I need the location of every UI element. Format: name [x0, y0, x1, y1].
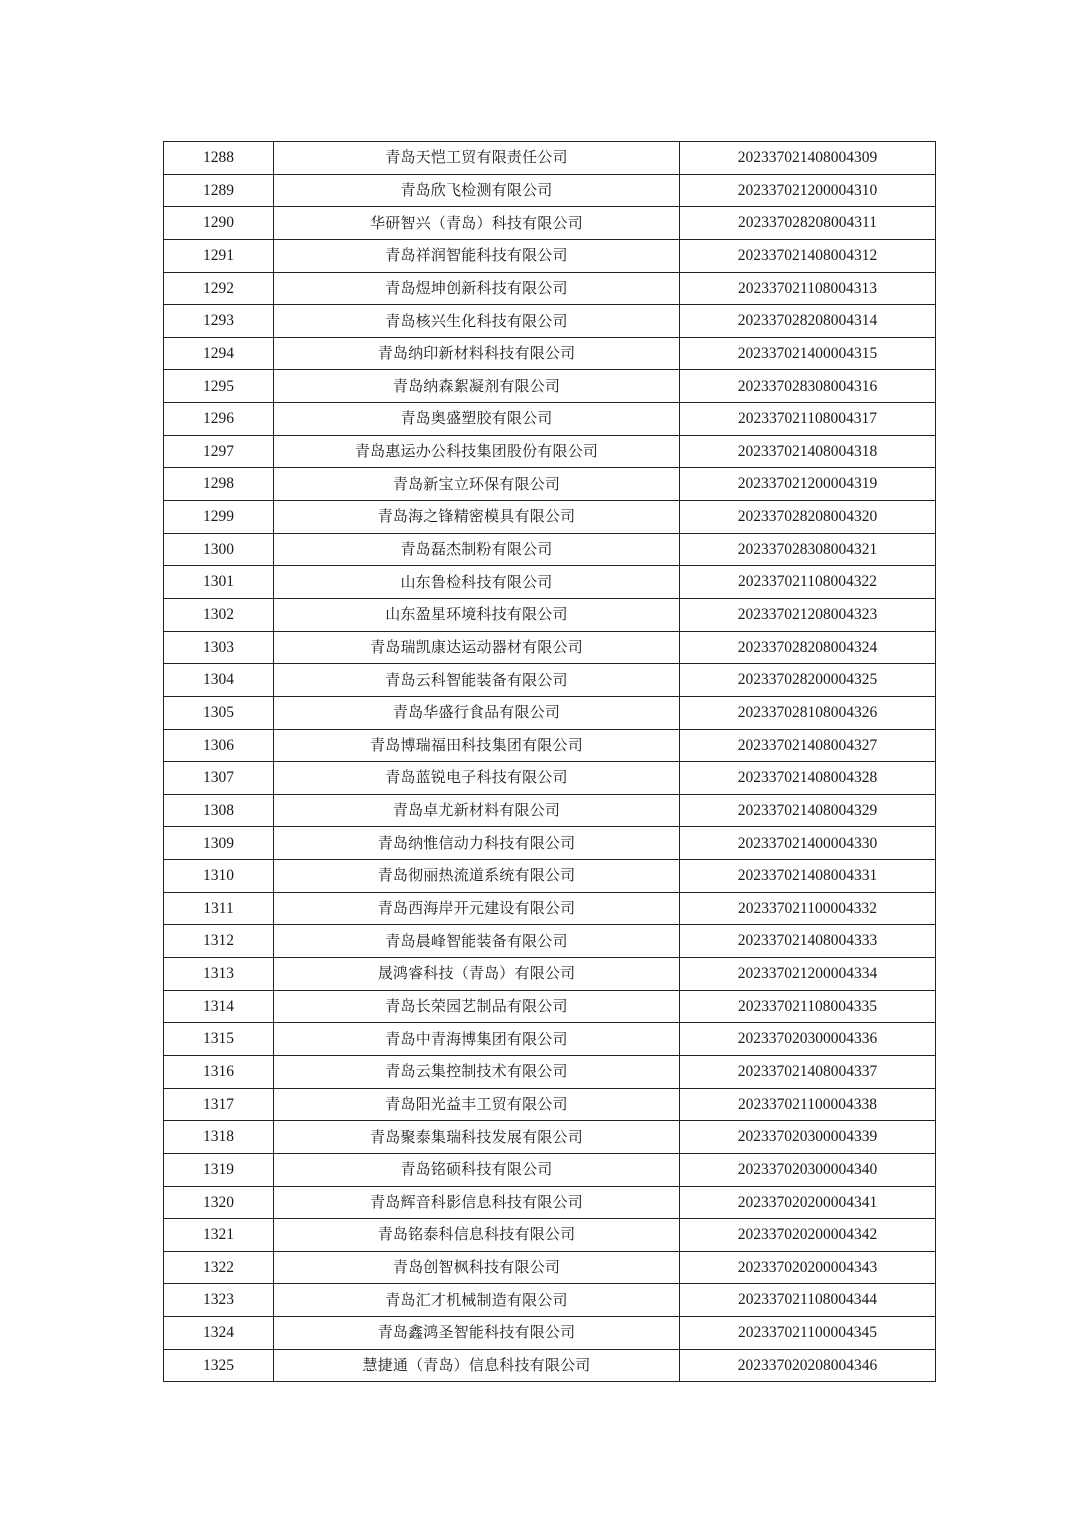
- table-row: [164, 958, 936, 991]
- company-name-cell: 青岛长荣园艺制品有限公司: [274, 990, 680, 1023]
- registration-code-cell: 202337021108004335: [680, 990, 936, 1023]
- row-number-cell: 1313: [164, 958, 274, 991]
- table-row: [164, 403, 936, 436]
- registration-code-cell: 202337021200004310: [680, 174, 936, 207]
- row-number-cell: 1296: [164, 403, 274, 436]
- company-name-cell: 青岛晨峰智能装备有限公司: [274, 925, 680, 958]
- row-number-cell: 1309: [164, 827, 274, 860]
- registration-code-cell: 202337020300004336: [680, 1023, 936, 1056]
- company-name-cell: 青岛天恺工贸有限责任公司: [274, 142, 680, 175]
- table-row: [164, 174, 936, 207]
- company-name-cell: 青岛阳光益丰工贸有限公司: [274, 1088, 680, 1121]
- company-name-cell: 青岛铭泰科信息科技有限公司: [274, 1219, 680, 1252]
- company-name-cell: 慧捷通（青岛）信息科技有限公司: [274, 1349, 680, 1382]
- row-number-cell: 1312: [164, 925, 274, 958]
- company-name-cell: 青岛彻丽热流道系统有限公司: [274, 860, 680, 893]
- registration-code-cell: 202337021108004322: [680, 566, 936, 599]
- company-name-cell: 山东鲁检科技有限公司: [274, 566, 680, 599]
- row-number-cell: 1322: [164, 1251, 274, 1284]
- table-row: [164, 598, 936, 631]
- table-row: [164, 794, 936, 827]
- registration-code-cell: 202337028208004320: [680, 501, 936, 534]
- registration-code-cell: 202337021408004337: [680, 1055, 936, 1088]
- table-row: [164, 925, 936, 958]
- table-row: [164, 860, 936, 893]
- registration-code-cell: 202337021100004345: [680, 1317, 936, 1350]
- row-number-cell: 1301: [164, 566, 274, 599]
- company-name-cell: 青岛汇才机械制造有限公司: [274, 1284, 680, 1317]
- table-row: [164, 1284, 936, 1317]
- table-row: [164, 1121, 936, 1154]
- registration-code-cell: 202337021408004331: [680, 860, 936, 893]
- row-number-cell: 1293: [164, 305, 274, 338]
- row-number-cell: 1318: [164, 1121, 274, 1154]
- table-row: [164, 664, 936, 697]
- company-name-cell: 青岛瑞凯康达运动器材有限公司: [274, 631, 680, 664]
- table-row: [164, 207, 936, 240]
- registration-code-cell: 202337021100004332: [680, 892, 936, 925]
- row-number-cell: 1294: [164, 337, 274, 370]
- company-name-cell: 青岛核兴生化科技有限公司: [274, 305, 680, 338]
- table-row: [164, 1251, 936, 1284]
- table-row: [164, 370, 936, 403]
- row-number-cell: 1303: [164, 631, 274, 664]
- row-number-cell: 1288: [164, 142, 274, 175]
- row-number-cell: 1307: [164, 762, 274, 795]
- row-number-cell: 1304: [164, 664, 274, 697]
- registration-code-cell: 202337021408004328: [680, 762, 936, 795]
- registration-code-cell: 202337021408004329: [680, 794, 936, 827]
- company-name-cell: 青岛奥盛塑胶有限公司: [274, 403, 680, 436]
- company-name-cell: 青岛海之锋精密模具有限公司: [274, 501, 680, 534]
- row-number-cell: 1317: [164, 1088, 274, 1121]
- row-number-cell: 1306: [164, 729, 274, 762]
- company-name-cell: 青岛纳惟信动力科技有限公司: [274, 827, 680, 860]
- registration-code-cell: 202337028208004311: [680, 207, 936, 240]
- company-name-cell: 青岛云科智能装备有限公司: [274, 664, 680, 697]
- table-row: [164, 1023, 936, 1056]
- row-number-cell: 1310: [164, 860, 274, 893]
- row-number-cell: 1316: [164, 1055, 274, 1088]
- company-name-cell: 青岛辉音科影信息科技有限公司: [274, 1186, 680, 1219]
- table-row: [164, 142, 936, 175]
- registration-code-cell: 202337020300004340: [680, 1153, 936, 1186]
- registration-code-cell: 202337028200004325: [680, 664, 936, 697]
- table-row: [164, 272, 936, 305]
- registration-code-cell: 202337020208004346: [680, 1349, 936, 1382]
- table-body: [164, 142, 936, 1382]
- company-name-cell: 华研智兴（青岛）科技有限公司: [274, 207, 680, 240]
- table-row: [164, 468, 936, 501]
- table-row: [164, 501, 936, 534]
- registration-code-cell: 202337021100004338: [680, 1088, 936, 1121]
- company-name-cell: 青岛华盛行食品有限公司: [274, 696, 680, 729]
- company-name-cell: 青岛纳森絮凝剂有限公司: [274, 370, 680, 403]
- table-row: [164, 533, 936, 566]
- registration-code-cell: 202337028108004326: [680, 696, 936, 729]
- row-number-cell: 1323: [164, 1284, 274, 1317]
- company-name-cell: 青岛鑫鸿圣智能科技有限公司: [274, 1317, 680, 1350]
- row-number-cell: 1319: [164, 1153, 274, 1186]
- row-number-cell: 1299: [164, 501, 274, 534]
- row-number-cell: 1321: [164, 1219, 274, 1252]
- registration-code-cell: 202337020200004341: [680, 1186, 936, 1219]
- row-number-cell: 1305: [164, 696, 274, 729]
- row-number-cell: 1290: [164, 207, 274, 240]
- row-number-cell: 1289: [164, 174, 274, 207]
- table-row: [164, 337, 936, 370]
- row-number-cell: 1292: [164, 272, 274, 305]
- registration-code-cell: 202337020200004343: [680, 1251, 936, 1284]
- registration-code-cell: 202337021408004312: [680, 239, 936, 272]
- registration-code-cell: 202337021108004313: [680, 272, 936, 305]
- registration-code-cell: 202337021200004334: [680, 958, 936, 991]
- table-row: [164, 1349, 936, 1382]
- registration-code-cell: 202337021400004315: [680, 337, 936, 370]
- registration-code-cell: 202337020300004339: [680, 1121, 936, 1154]
- company-name-cell: 青岛煜坤创新科技有限公司: [274, 272, 680, 305]
- company-name-cell: 青岛云集控制技术有限公司: [274, 1055, 680, 1088]
- table-row: [164, 892, 936, 925]
- table-row: [164, 566, 936, 599]
- table-row: [164, 1219, 936, 1252]
- registration-code-cell: 202337021108004344: [680, 1284, 936, 1317]
- row-number-cell: 1320: [164, 1186, 274, 1219]
- row-number-cell: 1302: [164, 598, 274, 631]
- registration-code-cell: 202337021408004327: [680, 729, 936, 762]
- company-name-cell: 青岛聚泰集瑞科技发展有限公司: [274, 1121, 680, 1154]
- table-row: [164, 1186, 936, 1219]
- table-row: [164, 990, 936, 1023]
- table-row: [164, 729, 936, 762]
- row-number-cell: 1291: [164, 239, 274, 272]
- table-row: [164, 239, 936, 272]
- registration-code-cell: 202337021400004330: [680, 827, 936, 860]
- table-row: [164, 305, 936, 338]
- company-name-cell: 青岛纳印新材料科技有限公司: [274, 337, 680, 370]
- registration-code-cell: 202337021108004317: [680, 403, 936, 436]
- company-name-cell: 青岛蓝锐电子科技有限公司: [274, 762, 680, 795]
- company-name-cell: 青岛铭硕科技有限公司: [274, 1153, 680, 1186]
- company-name-cell: 青岛惠运办公科技集团股份有限公司: [274, 435, 680, 468]
- registration-code-cell: 202337021200004319: [680, 468, 936, 501]
- row-number-cell: 1324: [164, 1317, 274, 1350]
- row-number-cell: 1298: [164, 468, 274, 501]
- company-name-cell: 青岛欣飞检测有限公司: [274, 174, 680, 207]
- registration-code-cell: 202337028308004316: [680, 370, 936, 403]
- registration-code-cell: 202337028308004321: [680, 533, 936, 566]
- company-name-cell: 晟鸿睿科技（青岛）有限公司: [274, 958, 680, 991]
- registration-code-cell: 202337020200004342: [680, 1219, 936, 1252]
- row-number-cell: 1300: [164, 533, 274, 566]
- company-name-cell: 青岛卓尤新材料有限公司: [274, 794, 680, 827]
- registration-code-cell: 202337021208004323: [680, 598, 936, 631]
- row-number-cell: 1308: [164, 794, 274, 827]
- table-row: [164, 1153, 936, 1186]
- company-name-cell: 青岛博瑞福田科技集团有限公司: [274, 729, 680, 762]
- registration-code-cell: 202337028208004314: [680, 305, 936, 338]
- company-name-cell: 青岛祥润智能科技有限公司: [274, 239, 680, 272]
- table-row: [164, 827, 936, 860]
- company-name-cell: 青岛新宝立环保有限公司: [274, 468, 680, 501]
- table-row: [164, 1088, 936, 1121]
- company-name-cell: 山东盈星环境科技有限公司: [274, 598, 680, 631]
- company-name-cell: 青岛中青海博集团有限公司: [274, 1023, 680, 1056]
- row-number-cell: 1297: [164, 435, 274, 468]
- row-number-cell: 1314: [164, 990, 274, 1023]
- table-row: [164, 435, 936, 468]
- registration-code-cell: 202337028208004324: [680, 631, 936, 664]
- company-name-cell: 青岛创智枫科技有限公司: [274, 1251, 680, 1284]
- registration-code-cell: 202337021408004309: [680, 142, 936, 175]
- registration-code-cell: 202337021408004333: [680, 925, 936, 958]
- company-name-cell: 青岛磊杰制粉有限公司: [274, 533, 680, 566]
- row-number-cell: 1311: [164, 892, 274, 925]
- company-name-cell: 青岛西海岸开元建设有限公司: [274, 892, 680, 925]
- row-number-cell: 1295: [164, 370, 274, 403]
- table-row: [164, 762, 936, 795]
- table-row: [164, 1055, 936, 1088]
- table-row: [164, 1317, 936, 1350]
- row-number-cell: 1315: [164, 1023, 274, 1056]
- registration-code-cell: 202337021408004318: [680, 435, 936, 468]
- table-row: [164, 696, 936, 729]
- row-number-cell: 1325: [164, 1349, 274, 1382]
- company-list-table: [163, 141, 936, 1382]
- table-row: [164, 631, 936, 664]
